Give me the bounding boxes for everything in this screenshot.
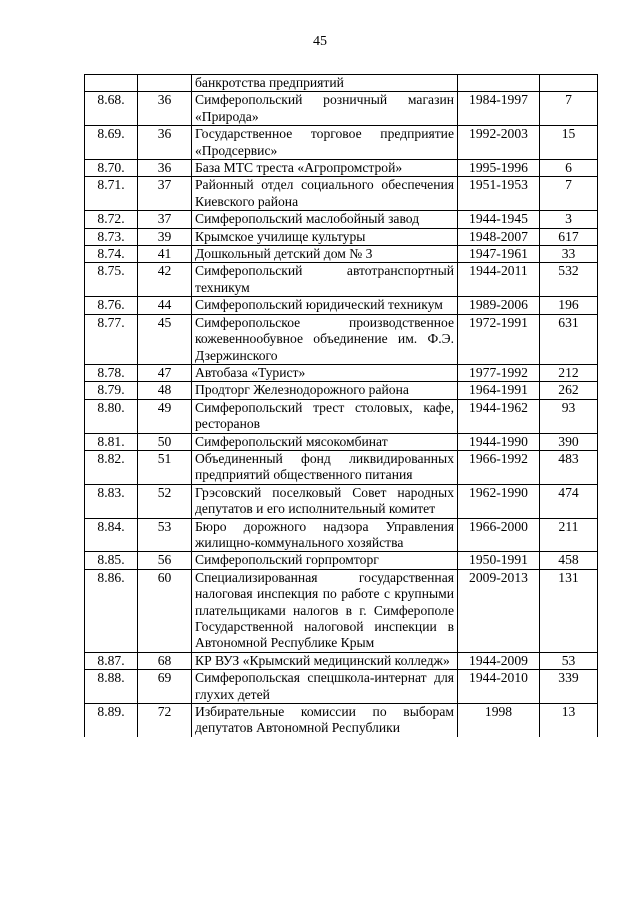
item-count-cell: 93 [540,399,598,433]
item-count-cell: 617 [540,228,598,245]
fund-name-cell: Симферопольский розничный магазин «Природа» [192,92,458,126]
fund-name-cell: Продторг Железнодорожного района [192,382,458,399]
fund-name-cell: Симферопольский маслобойный завод [192,211,458,228]
fund-name-cell: Симферопольский мясокомбинат [192,433,458,450]
fund-number-cell: 36 [138,92,192,126]
table-row [85,518,598,552]
table-row [85,450,598,484]
fund-name-cell: Симферопольский юридический техникум [192,297,458,314]
table-row [85,177,598,211]
fund-number-cell: 42 [138,263,192,297]
table-row [85,160,598,177]
fund-name-cell: Грэсовский поселковый Совет народных депутатов и его исполнительный комитет [192,484,458,518]
date-range-cell: 1966-1992 [458,450,540,484]
fund-name-cell: Районный отдел социального обеспечения Киевского района [192,177,458,211]
item-count-cell: 474 [540,484,598,518]
table-row [85,126,598,160]
table-row [85,704,598,737]
item-count-cell: 15 [540,126,598,160]
table-row [85,364,598,381]
row-number-cell: 8.79. [85,382,138,399]
row-number-cell: 8.82. [85,450,138,484]
fund-name-cell: Избирательные комиссии по выборам депутатов Автономной Республики [192,704,458,737]
table-row [85,569,598,652]
item-count-cell: 212 [540,364,598,381]
item-count-cell: 13 [540,704,598,737]
fund-name-cell: Автобаза «Турист» [192,364,458,381]
fund-name-cell: Дошкольный детский дом № 3 [192,246,458,263]
table-row [85,228,598,245]
fund-name-cell: Объединенный фонд ликвидированных предприятий общественного питания [192,450,458,484]
fund-number-cell: 52 [138,484,192,518]
date-range-cell: 1947-1961 [458,246,540,263]
item-count-cell: 196 [540,297,598,314]
fund-name-cell: Симферопольский горпромторг [192,552,458,569]
fund-number-cell: 37 [138,211,192,228]
row-number-cell: 8.83. [85,484,138,518]
item-count-cell: 53 [540,652,598,669]
table-row [85,211,598,228]
item-count-cell: 390 [540,433,598,450]
date-range-cell: 1977-1992 [458,364,540,381]
row-number-cell: 8.78. [85,364,138,381]
date-range-cell: 1944-2009 [458,652,540,669]
table-row [85,382,598,399]
table-row [85,75,598,92]
date-range-cell: 1998 [458,704,540,737]
date-range-cell: 1964-1991 [458,382,540,399]
fund-number-cell: 48 [138,382,192,399]
date-range-cell: 1984-1997 [458,92,540,126]
fund-number-cell: 47 [138,364,192,381]
table-row [85,297,598,314]
table-row [85,484,598,518]
row-number-cell: 8.87. [85,652,138,669]
table-row [85,552,598,569]
fund-name-cell: КР ВУЗ «Крымский медицинский колледж» [192,652,458,669]
item-count-cell [540,75,598,92]
table-row [85,652,598,669]
table-row [85,263,598,297]
date-range-cell: 1972-1991 [458,314,540,364]
fund-number-cell: 60 [138,569,192,652]
item-count-cell: 483 [540,450,598,484]
table-body [85,75,598,737]
archive-fund-table [84,74,598,737]
item-count-cell: 339 [540,670,598,704]
fund-number-cell [138,75,192,92]
fund-name-cell: Бюро дорожного надзора Управления жилищно-коммунального хозяйства [192,518,458,552]
row-number-cell: 8.81. [85,433,138,450]
row-number-cell: 8.70. [85,160,138,177]
row-number-cell: 8.76. [85,297,138,314]
row-number-cell: 8.85. [85,552,138,569]
fund-number-cell: 68 [138,652,192,669]
fund-number-cell: 53 [138,518,192,552]
table-row [85,670,598,704]
fund-number-cell: 56 [138,552,192,569]
row-number-cell: 8.73. [85,228,138,245]
fund-number-cell: 49 [138,399,192,433]
date-range-cell: 2009-2013 [458,569,540,652]
fund-name-cell: Крымское училище культуры [192,228,458,245]
item-count-cell: 33 [540,246,598,263]
table-row [85,92,598,126]
fund-name-cell: Симферопольское производственное кожевеннообувное объединение им. Ф.Э. Дзержинского [192,314,458,364]
row-number-cell: 8.77. [85,314,138,364]
item-count-cell: 631 [540,314,598,364]
item-count-cell: 532 [540,263,598,297]
date-range-cell: 1966-2000 [458,518,540,552]
row-number-cell: 8.80. [85,399,138,433]
date-range-cell: 1944-2010 [458,670,540,704]
fund-name-cell: Специализированная государственная налоговая инспекция по работе с крупными плательщиками налогов в г. Симферополе Государственной налоговой инспекции в Автономной Республике Крым [192,569,458,652]
row-number-cell: 8.89. [85,704,138,737]
item-count-cell: 262 [540,382,598,399]
date-range-cell: 1992-2003 [458,126,540,160]
row-number-cell: 8.74. [85,246,138,263]
date-range-cell: 1951-1953 [458,177,540,211]
fund-name-cell: Симферопольский трест столовых, кафе, ресторанов [192,399,458,433]
fund-number-cell: 50 [138,433,192,450]
row-number-cell [85,75,138,92]
fund-number-cell: 37 [138,177,192,211]
table-row [85,246,598,263]
table-row [85,433,598,450]
date-range-cell: 1948-2007 [458,228,540,245]
date-range-cell: 1962-1990 [458,484,540,518]
fund-number-cell: 44 [138,297,192,314]
item-count-cell: 3 [540,211,598,228]
fund-name-cell: База МТС треста «Агропромстрой» [192,160,458,177]
row-number-cell: 8.88. [85,670,138,704]
page-number: 45 [313,34,327,49]
date-range-cell: 1950-1991 [458,552,540,569]
date-range-cell: 1944-1945 [458,211,540,228]
fund-number-cell: 45 [138,314,192,364]
item-count-cell: 7 [540,177,598,211]
fund-number-cell: 72 [138,704,192,737]
item-count-cell: 131 [540,569,598,652]
item-count-cell: 7 [540,92,598,126]
row-number-cell: 8.86. [85,569,138,652]
fund-name-cell: Симферопольский автотранспортный техникум [192,263,458,297]
fund-number-cell: 51 [138,450,192,484]
row-number-cell: 8.72. [85,211,138,228]
table-row [85,399,598,433]
fund-name-cell: Государственное торговое предприятие «Продсервис» [192,126,458,160]
date-range-cell [458,75,540,92]
row-number-cell: 8.71. [85,177,138,211]
date-range-cell: 1989-2006 [458,297,540,314]
row-number-cell: 8.84. [85,518,138,552]
date-range-cell: 1944-1990 [458,433,540,450]
date-range-cell: 1995-1996 [458,160,540,177]
row-number-cell: 8.69. [85,126,138,160]
fund-number-cell: 39 [138,228,192,245]
table-row [85,314,598,364]
fund-name-cell: Симферопольская спецшкола-интернат для глухих детей [192,670,458,704]
row-number-cell: 8.68. [85,92,138,126]
fund-number-cell: 36 [138,126,192,160]
item-count-cell: 211 [540,518,598,552]
fund-number-cell: 36 [138,160,192,177]
fund-number-cell: 69 [138,670,192,704]
row-number-cell: 8.75. [85,263,138,297]
fund-name-cell: банкротства предприятий [192,75,458,92]
item-count-cell: 6 [540,160,598,177]
fund-number-cell: 41 [138,246,192,263]
item-count-cell: 458 [540,552,598,569]
date-range-cell: 1944-1962 [458,399,540,433]
date-range-cell: 1944-2011 [458,263,540,297]
